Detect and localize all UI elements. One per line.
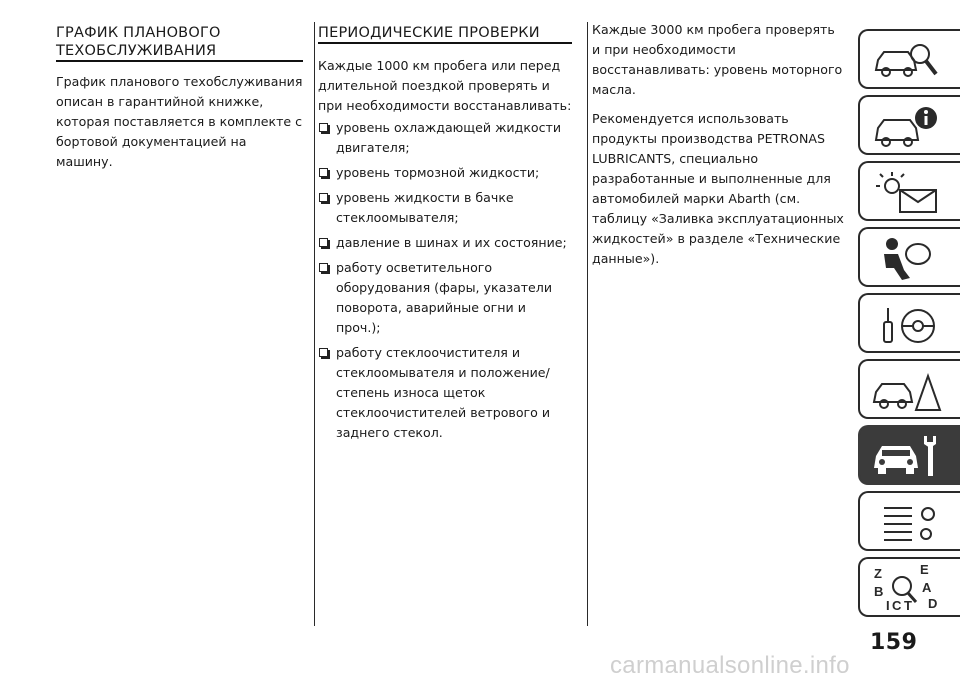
heading-rule: [56, 60, 303, 62]
index-letter: C: [892, 598, 902, 612]
index-letter: B: [874, 584, 884, 599]
tab-key-steering[interactable]: [858, 293, 960, 353]
car-search-icon: [870, 36, 942, 84]
tab-technical-data[interactable]: [858, 491, 960, 551]
checks-list: [318, 118, 572, 448]
tab-index[interactable]: [858, 557, 960, 617]
car-wrench-icon: [870, 432, 942, 480]
column-divider: [314, 22, 315, 626]
list-item: работу стеклоочистителя и стеклоомывателя и положение/ степень износа щеток стеклоочистителей ветрового и заднего стекол.: [318, 343, 572, 443]
tab-car-search[interactable]: [858, 29, 960, 89]
tab-car-info[interactable]: [858, 95, 960, 155]
warning-light-message-icon: [870, 168, 942, 216]
index-letter: T: [904, 598, 912, 612]
checks-intro: Каждые 1000 км пробега или перед длительной поездкой проверять и при необходимости восстанавливать:: [318, 58, 572, 113]
section-heading-schedule: ГРАФИК ПЛАНОВОГО ТЕХОБСЛУЖИВАНИЯ: [56, 25, 221, 59]
airbag-passenger-icon: [870, 234, 942, 282]
oil-text: [592, 20, 844, 278]
list-item: давление в шинах и их состояние;: [318, 233, 572, 253]
index-letter: E: [920, 564, 929, 577]
car-info-icon: [870, 102, 942, 150]
page-number: 159: [870, 630, 918, 655]
watermark: carmanualsonline.info: [610, 652, 850, 679]
index-letter: I: [886, 598, 890, 612]
list-item: работу осветительного оборудования (фары, указатели поворота, аварийные огни и проч.);: [318, 258, 572, 338]
index-letter: D: [928, 596, 938, 611]
oil-para-1: Каждые 3000 км пробега проверять и при необходимости восстанавливать: уровень моторного масла.: [592, 22, 843, 97]
list-item: уровень охлаждающей жидкости двигателя;: [318, 118, 572, 158]
list-item: уровень жидкости в бачке стеклоомывателя;: [318, 188, 572, 228]
section-heading-checks: ПЕРИОДИЧЕСКИЕ ПРОВЕРКИ: [318, 25, 540, 41]
tab-warning-lights[interactable]: [858, 161, 960, 221]
tab-airbag[interactable]: [858, 227, 960, 287]
column-divider: [587, 22, 588, 626]
schedule-text: График планового техобслуживания описан в гарантийной книжке, которая поставляется в комплекте с бортовой документацией на машину.: [56, 74, 303, 169]
alphabet-index-icon: [870, 564, 942, 612]
oil-para-2: Рекомендуется использовать продукты производства PETRONAS LUBRICANTS, специально разработанные и выполненные для автомобилей марки Abarth (см. таблицу «Заливка эксплуатационных жидкостей» в разделе «Технические данные»).: [592, 111, 844, 266]
list-item: уровень тормозной жидкости;: [318, 163, 572, 183]
list-gears-icon: [870, 498, 942, 546]
heading-rule: [318, 42, 572, 44]
tab-emergency[interactable]: [858, 359, 960, 419]
tab-maintenance[interactable]: [858, 425, 960, 485]
index-letter: A: [922, 580, 932, 595]
index-letter: Z: [874, 566, 882, 581]
car-crash-warning-icon: [870, 366, 942, 414]
key-steering-wheel-icon: [870, 300, 942, 348]
